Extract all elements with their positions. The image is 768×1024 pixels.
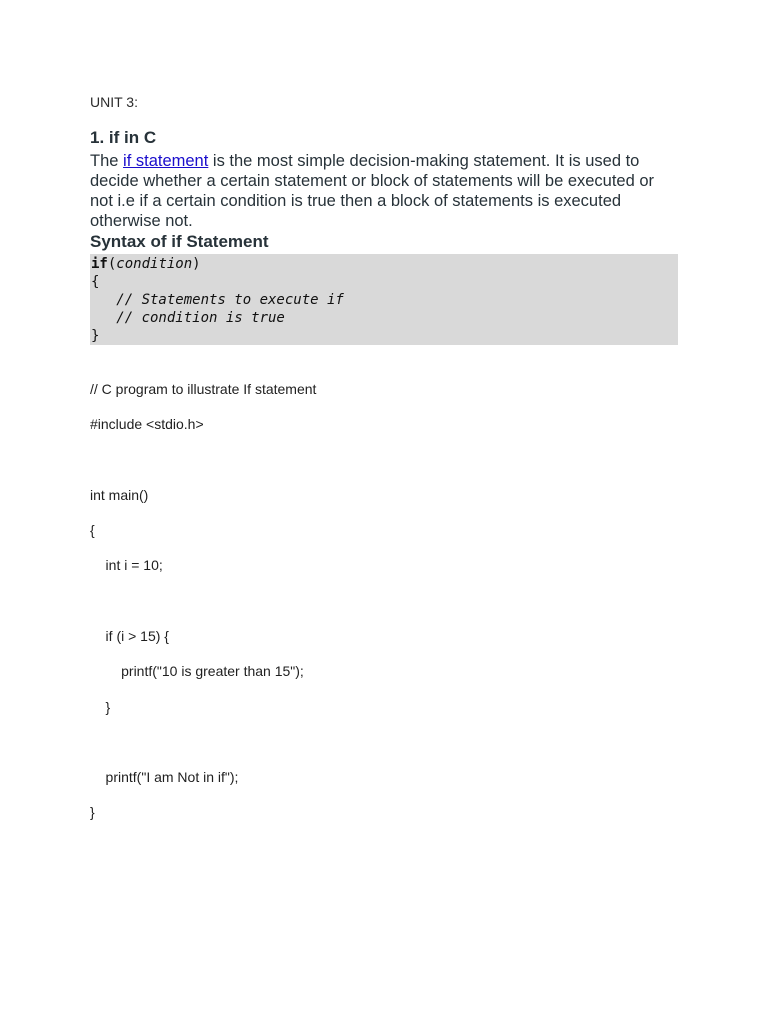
program-open-brace-line: {	[90, 522, 95, 538]
intro-suffix: is the most simple decision-making statement. It is used to decide whether a certain statement or block of statements will be executed or not i.e if a certain condition is true then a block of statements is executed otherwise not.	[90, 152, 655, 230]
syntax-close-paren: )	[192, 256, 201, 272]
syntax-heading: Syntax of if Statement	[90, 232, 269, 251]
program-close-brace-line: }	[90, 804, 95, 820]
syntax-open-brace: {	[91, 274, 100, 290]
syntax-condition: condition	[116, 256, 193, 272]
syntax-close-brace: }	[91, 328, 100, 344]
program-if-line: if (i > 15) {	[90, 628, 169, 644]
syntax-keyword: if	[91, 256, 108, 272]
unit-heading: UNIT 3:	[90, 94, 138, 110]
program-printf-inner-line: printf("10 is greater than 15");	[90, 663, 304, 679]
program-declaration-line: int i = 10;	[90, 557, 163, 573]
program-comment-line: // C program to illustrate If statement	[90, 381, 317, 397]
section-heading: 1. if in C	[90, 128, 157, 147]
intro-paragraph	[90, 151, 678, 231]
program-printf-outer-line: printf("I am Not in if");	[90, 769, 239, 785]
syntax-code-block	[90, 254, 678, 345]
syntax-open-paren: (	[107, 256, 117, 272]
syntax-comment-2: // condition is true	[91, 310, 285, 326]
if-statement-link[interactable]: if statement	[123, 152, 209, 170]
program-main-line: int main()	[90, 487, 149, 503]
program-include-line: #include <stdio.h>	[90, 416, 204, 432]
program-if-close-line: }	[90, 699, 111, 715]
syntax-comment-1: // Statements to execute if	[91, 292, 344, 308]
intro-prefix: The	[90, 152, 124, 170]
